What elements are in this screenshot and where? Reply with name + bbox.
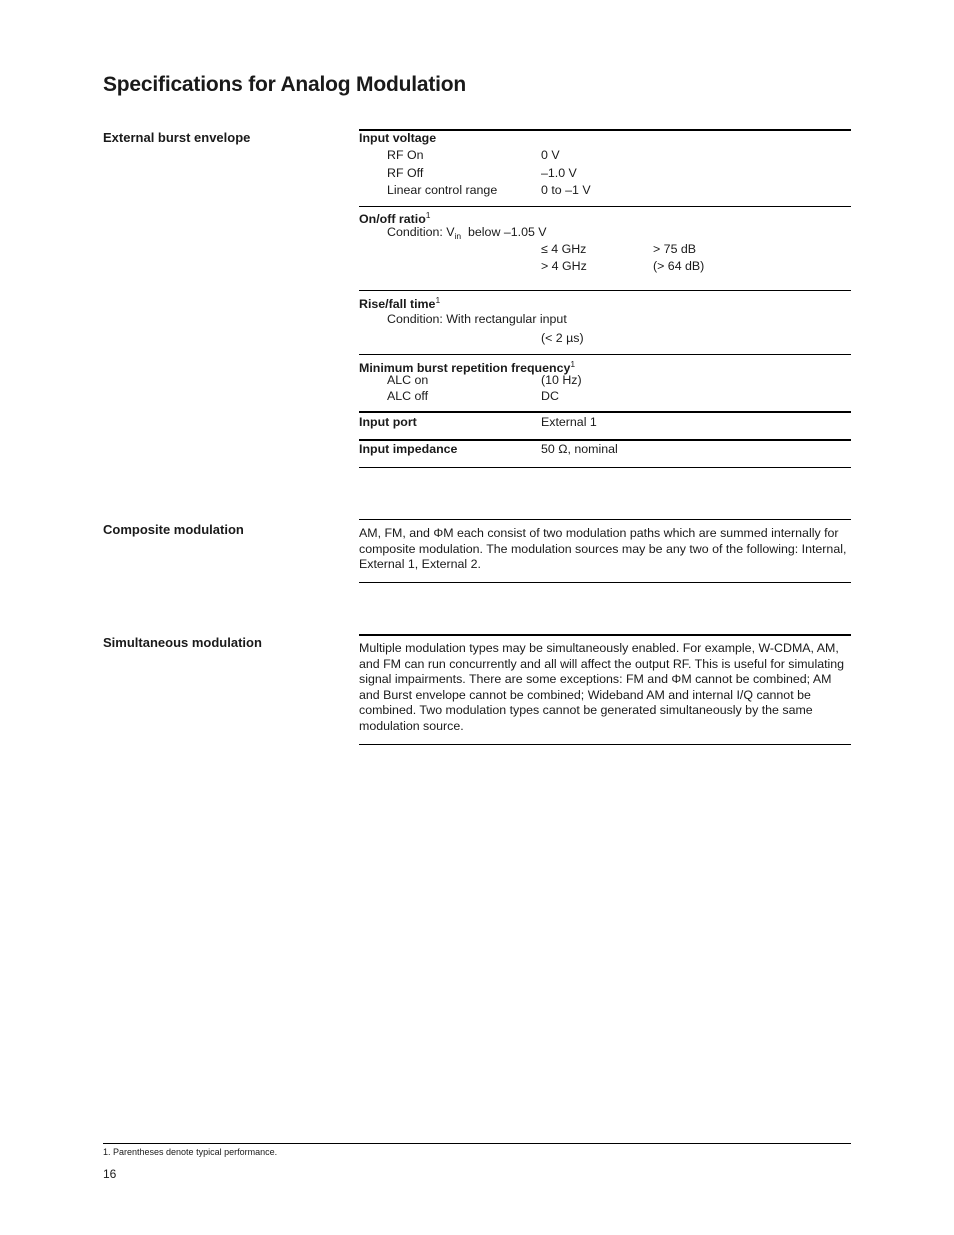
rf-on-label: RF On bbox=[387, 148, 424, 162]
freq-band-2: > 4 GHz bbox=[541, 259, 587, 273]
footnote-mark: 1 bbox=[570, 359, 576, 369]
input-port-label: Input port bbox=[359, 415, 417, 429]
footnote: 1. Parentheses denote typical performance. bbox=[103, 1147, 278, 1157]
simultaneous-modulation-text: Multiple modulation types may be simultaneously enabled. For example, W-CDMA, AM, and FM can run concurrently and all will affect the output RF. This is useful for simulating signal impairments. There are some exceptions: FM and ΦM cannot be combined; AM and Burst envelope cannot be combined; Wideband AM and internal I/Q cannot be combined. Two modulation types cannot be generated simultaneously by the same modulation source. bbox=[359, 641, 845, 733]
section-heading-simultaneous-modulation: Simultaneous modulation bbox=[103, 635, 262, 650]
divider bbox=[359, 744, 851, 745]
divider bbox=[359, 206, 851, 207]
alc-off-value: DC bbox=[541, 389, 559, 403]
rise-fall-condition: Condition: With rectangular input bbox=[387, 312, 567, 326]
divider bbox=[359, 411, 851, 413]
rise-fall-value: (< 2 µs) bbox=[541, 331, 584, 345]
rf-on-value: 0 V bbox=[541, 148, 560, 162]
composite-modulation-text: AM, FM, and ΦM each consist of two modulation paths which are summed internally for composite modulation. The modulation sources may be any two of the following: Internal, External 1, External 2. bbox=[359, 526, 847, 571]
divider bbox=[359, 582, 851, 583]
linear-control-range-value: 0 to –1 V bbox=[541, 183, 591, 197]
page-number: 16 bbox=[103, 1167, 117, 1181]
on-off-ratio-label: On/off ratio$^1$ bbox=[359, 210, 431, 226]
rf-off-value: –1.0 V bbox=[541, 166, 577, 180]
divider bbox=[359, 519, 851, 520]
alc-off-label: ALC off bbox=[387, 389, 429, 403]
footnote-divider bbox=[103, 1143, 851, 1144]
divider bbox=[359, 634, 851, 636]
divider bbox=[359, 467, 851, 468]
divider bbox=[359, 290, 851, 291]
input-impedance-label: Input impedance bbox=[359, 442, 458, 456]
ratio-value-2: (> 64 dB) bbox=[653, 259, 705, 273]
alc-on-label: ALC on bbox=[387, 373, 429, 387]
on-off-condition: Condition: $V_{in}$ below –1.05 V bbox=[387, 225, 547, 241]
input-port-value: External 1 bbox=[541, 415, 597, 429]
ratio-value-1: > 75 dB bbox=[653, 242, 697, 256]
input-voltage-label: Input voltage bbox=[359, 131, 437, 145]
rise-fall-time-label: Rise/fall time$^1$ bbox=[359, 295, 441, 311]
footnote-mark: 1 bbox=[425, 210, 431, 220]
freq-band-1: ≤ 4 GHz bbox=[541, 242, 587, 256]
rf-off-label: RF Off bbox=[387, 166, 424, 180]
min-burst-rep-freq-label: Minimum burst repetition frequency$^1$ bbox=[359, 359, 576, 375]
section-heading-composite-modulation: Composite modulation bbox=[103, 522, 244, 537]
alc-on-value: (10 Hz) bbox=[541, 373, 582, 387]
input-impedance-value: 50 Ω, nominal bbox=[541, 442, 618, 456]
divider bbox=[359, 439, 851, 441]
linear-control-range-label: Linear control range bbox=[387, 183, 498, 197]
footnote-mark: 1 bbox=[435, 295, 441, 305]
page-title: Specifications for Analog Modulation bbox=[103, 73, 467, 96]
section-heading-external-burst-envelope: External burst envelope bbox=[103, 130, 251, 145]
divider bbox=[359, 354, 851, 355]
